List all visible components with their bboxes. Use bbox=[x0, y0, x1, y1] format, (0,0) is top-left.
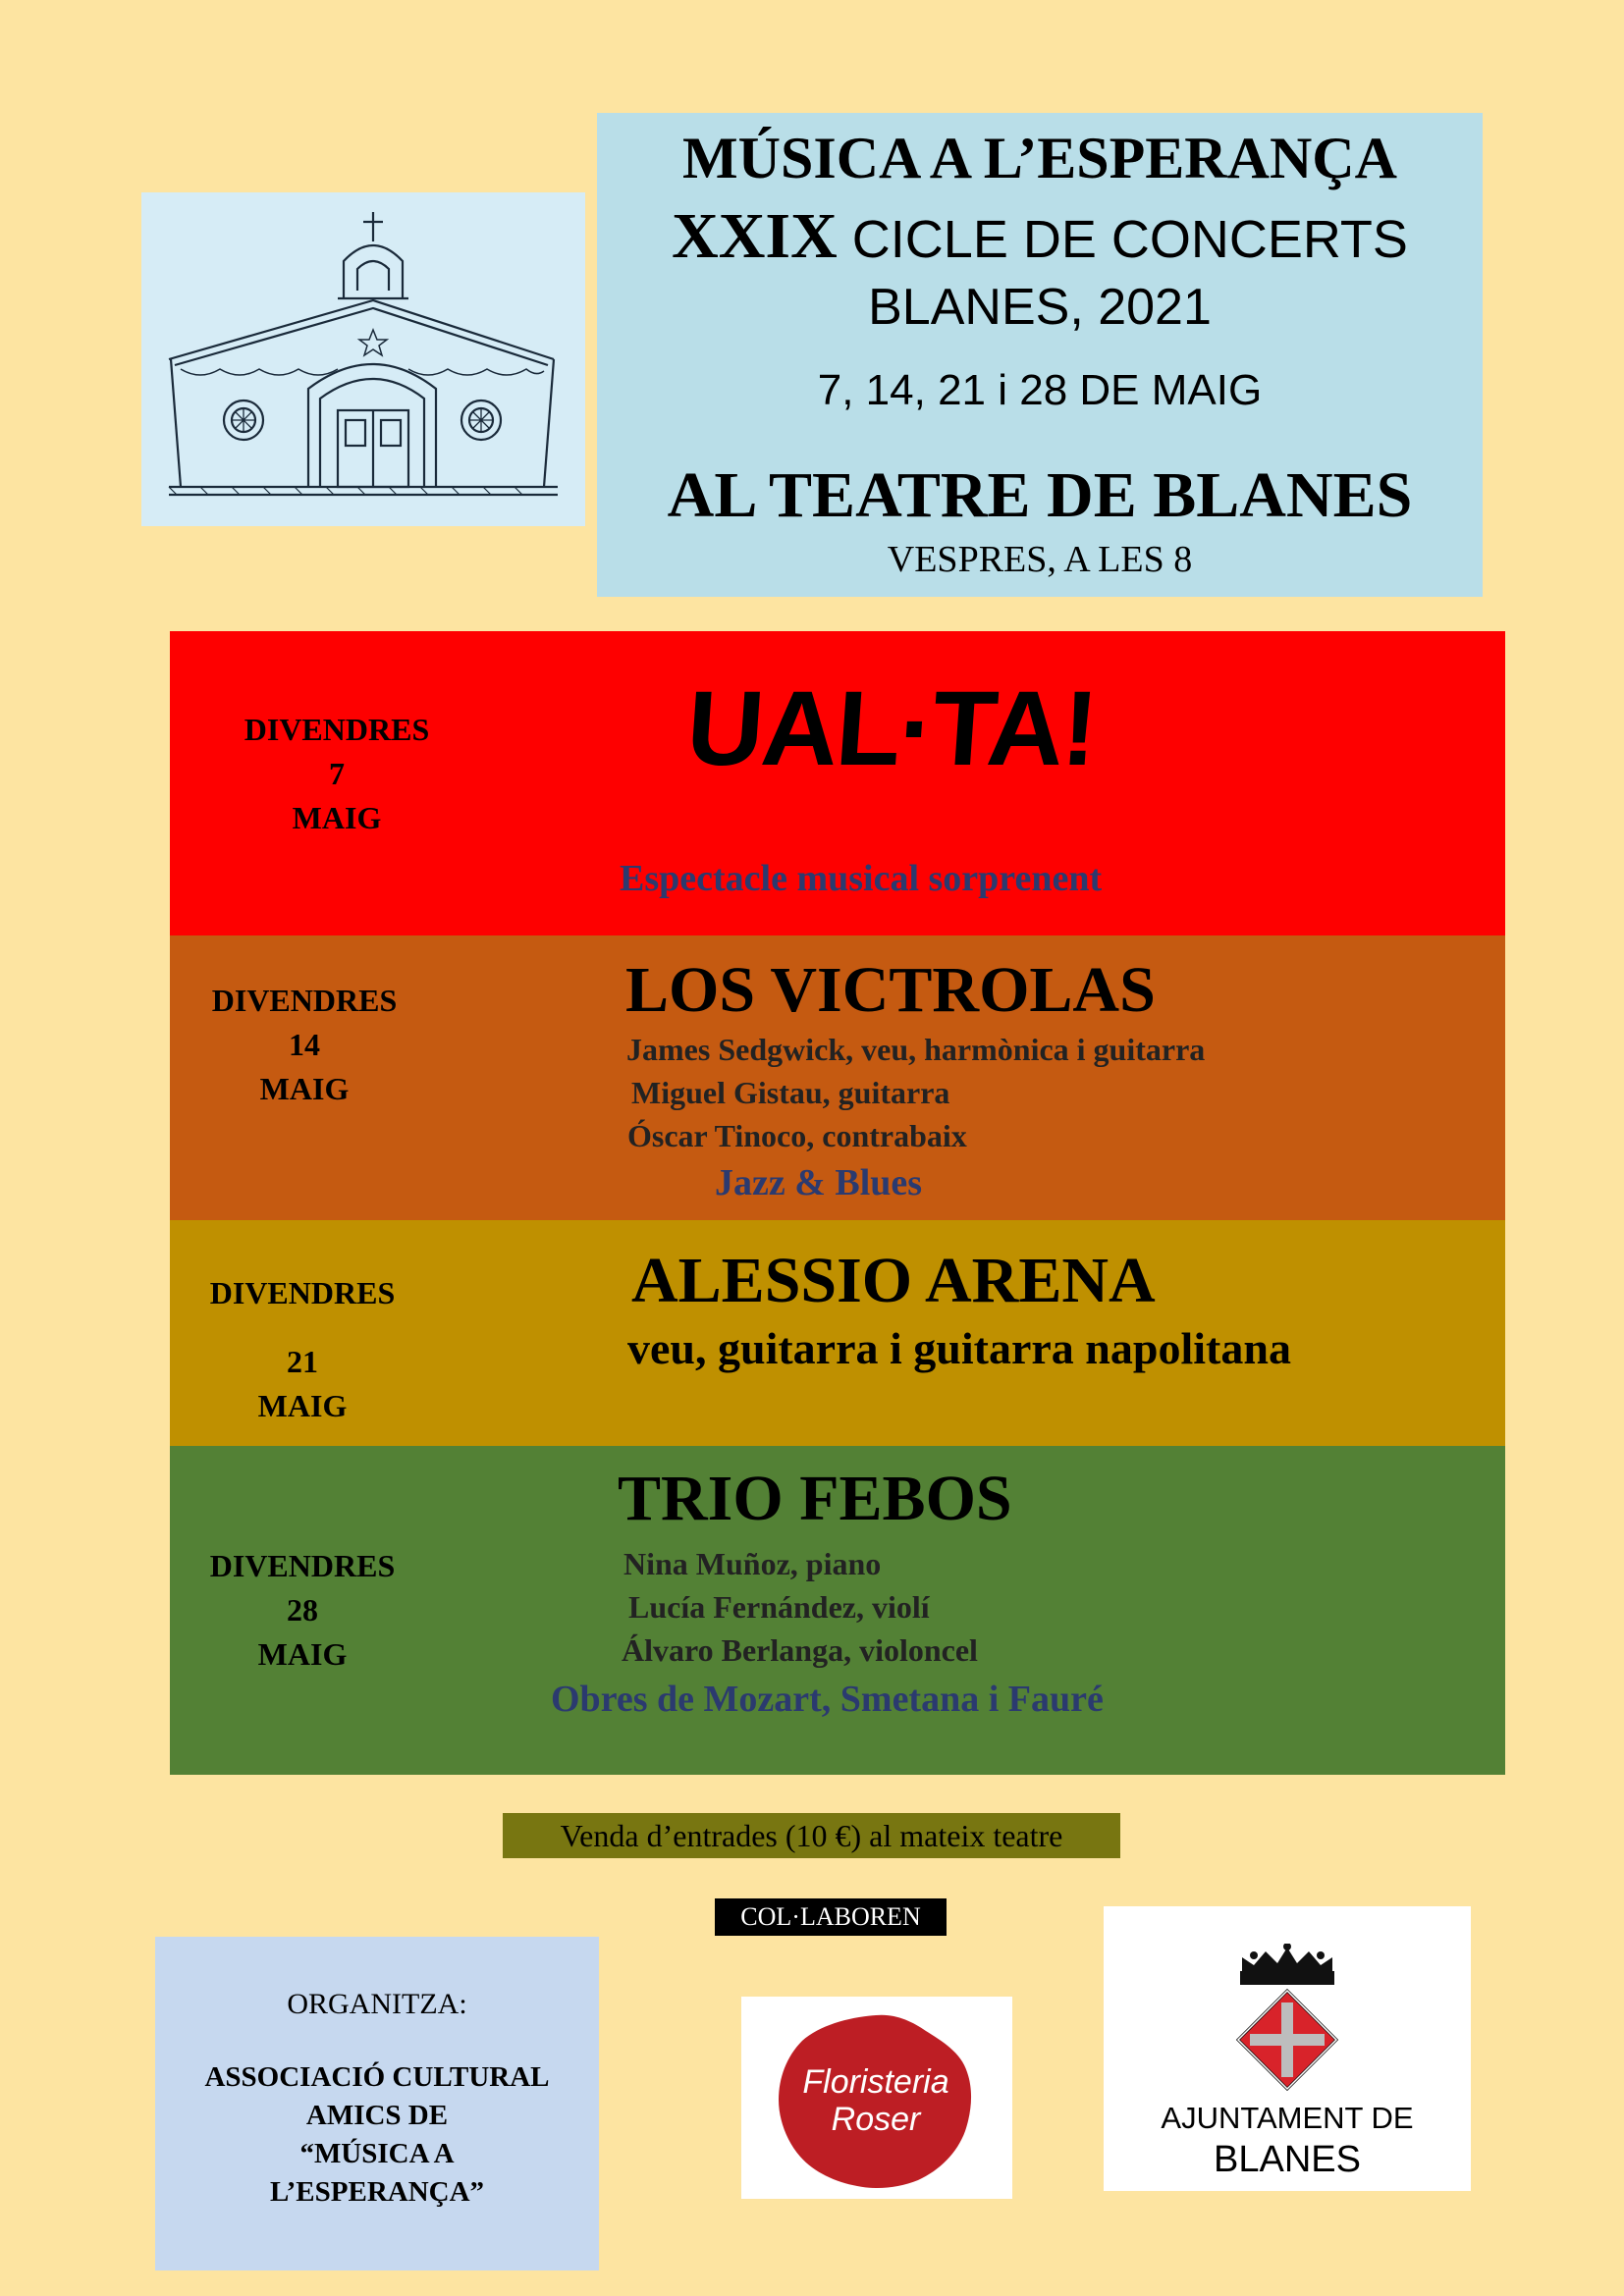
concert-date-4 bbox=[170, 1544, 435, 1677]
concert-month: MAIG bbox=[257, 1636, 348, 1672]
cycle-text: CICLE DE CONCERTS bbox=[837, 210, 1408, 269]
organizer-line: AMICS DE bbox=[305, 2100, 449, 2131]
concert-day: DIVENDRES bbox=[211, 983, 398, 1018]
title-panel bbox=[597, 113, 1483, 597]
member-3: Álvaro Berlanga, violoncel bbox=[622, 1632, 978, 1668]
concert-tagline: Obres de Mozart, Smetana i Fauré bbox=[551, 1679, 1104, 1720]
concert-band-1 bbox=[170, 631, 1505, 935]
concert-day-number: 21 bbox=[287, 1344, 318, 1379]
concert-band-2 bbox=[170, 935, 1505, 1220]
organizer-name bbox=[155, 2058, 599, 2212]
concert-band-3 bbox=[170, 1220, 1505, 1446]
concert-date-1 bbox=[209, 708, 464, 840]
council-name-line-1: AJUNTAMENT DE bbox=[1161, 2101, 1414, 2135]
concert-day-number: 7 bbox=[329, 756, 345, 791]
city-year: BLANES, 2021 bbox=[868, 279, 1212, 336]
concert-tagline: Espectacle musical sorprenent bbox=[620, 858, 1103, 899]
performer-name: LOS VICTROLAS bbox=[625, 954, 1156, 1026]
cycle-number: XXIX bbox=[672, 200, 838, 272]
concert-dates: 7, 14, 21 i 28 DE MAIG bbox=[817, 366, 1263, 414]
concert-month: MAIG bbox=[292, 800, 382, 835]
cycle-line bbox=[597, 199, 1483, 274]
concert-date-2 bbox=[172, 979, 437, 1111]
organizer-line: L’ESPERANÇA” bbox=[269, 2176, 485, 2208]
concert-day: DIVENDRES bbox=[209, 1275, 396, 1310]
concert-day-number: 28 bbox=[287, 1592, 318, 1628]
member-2: Lucía Fernández, violí bbox=[628, 1589, 930, 1625]
council-name-line-2: BLANES bbox=[1214, 2139, 1361, 2180]
ualta-logo: UAL·TA! bbox=[682, 668, 1101, 787]
concert-tagline: Jazz & Blues bbox=[715, 1162, 923, 1203]
member-3: Óscar Tinoco, contrabaix bbox=[627, 1118, 967, 1153]
organizer-line: “MÚSICA A bbox=[299, 2138, 455, 2169]
collaborators-label: COL·LABOREN bbox=[715, 1898, 947, 1936]
coat-of-arms-icon bbox=[1228, 1944, 1346, 2091]
venue: AL TEATRE DE BLANES bbox=[667, 459, 1413, 531]
concert-month: MAIG bbox=[259, 1071, 350, 1106]
ticket-info: Venda d’entrades (10 €) al mateix teatre bbox=[503, 1813, 1120, 1858]
organizer-line: ASSOCIACIÓ CULTURAL bbox=[204, 2061, 550, 2093]
concert-day: DIVENDRES bbox=[244, 712, 430, 747]
concert-day: DIVENDRES bbox=[209, 1548, 396, 1583]
florist-line: Floristeria bbox=[802, 2063, 949, 2101]
performer-instruments: veu, guitarra i guitarra napolitana bbox=[627, 1323, 1291, 1373]
concert-day-number: 14 bbox=[289, 1027, 320, 1062]
performer-name: TRIO FEBOS bbox=[618, 1463, 1012, 1534]
performer-name: ALESSIO ARENA bbox=[631, 1245, 1156, 1316]
florist-line: Roser bbox=[831, 2101, 921, 2138]
start-time: VESPRES, A LES 8 bbox=[887, 539, 1193, 580]
church-icon bbox=[141, 192, 585, 526]
organizer-box bbox=[155, 1937, 599, 2270]
festival-title: MÚSICA A L’ESPERANÇA bbox=[682, 126, 1397, 190]
member-2: Miguel Gistau, guitarra bbox=[631, 1075, 950, 1110]
concert-month: MAIG bbox=[257, 1388, 348, 1423]
council-logo-box bbox=[1104, 1906, 1471, 2191]
concert-date-3 bbox=[170, 1271, 435, 1428]
florist-logo-box bbox=[741, 1997, 1012, 2199]
member-1: Nina Muñoz, piano bbox=[623, 1546, 882, 1581]
church-illustration bbox=[141, 192, 585, 526]
concert-band-4 bbox=[170, 1446, 1505, 1775]
member-1: James Sedgwick, veu, harmònica i guitarra bbox=[626, 1032, 1206, 1067]
florist-name bbox=[775, 2063, 977, 2138]
organizer-label: ORGANITZA: bbox=[287, 1988, 467, 2020]
